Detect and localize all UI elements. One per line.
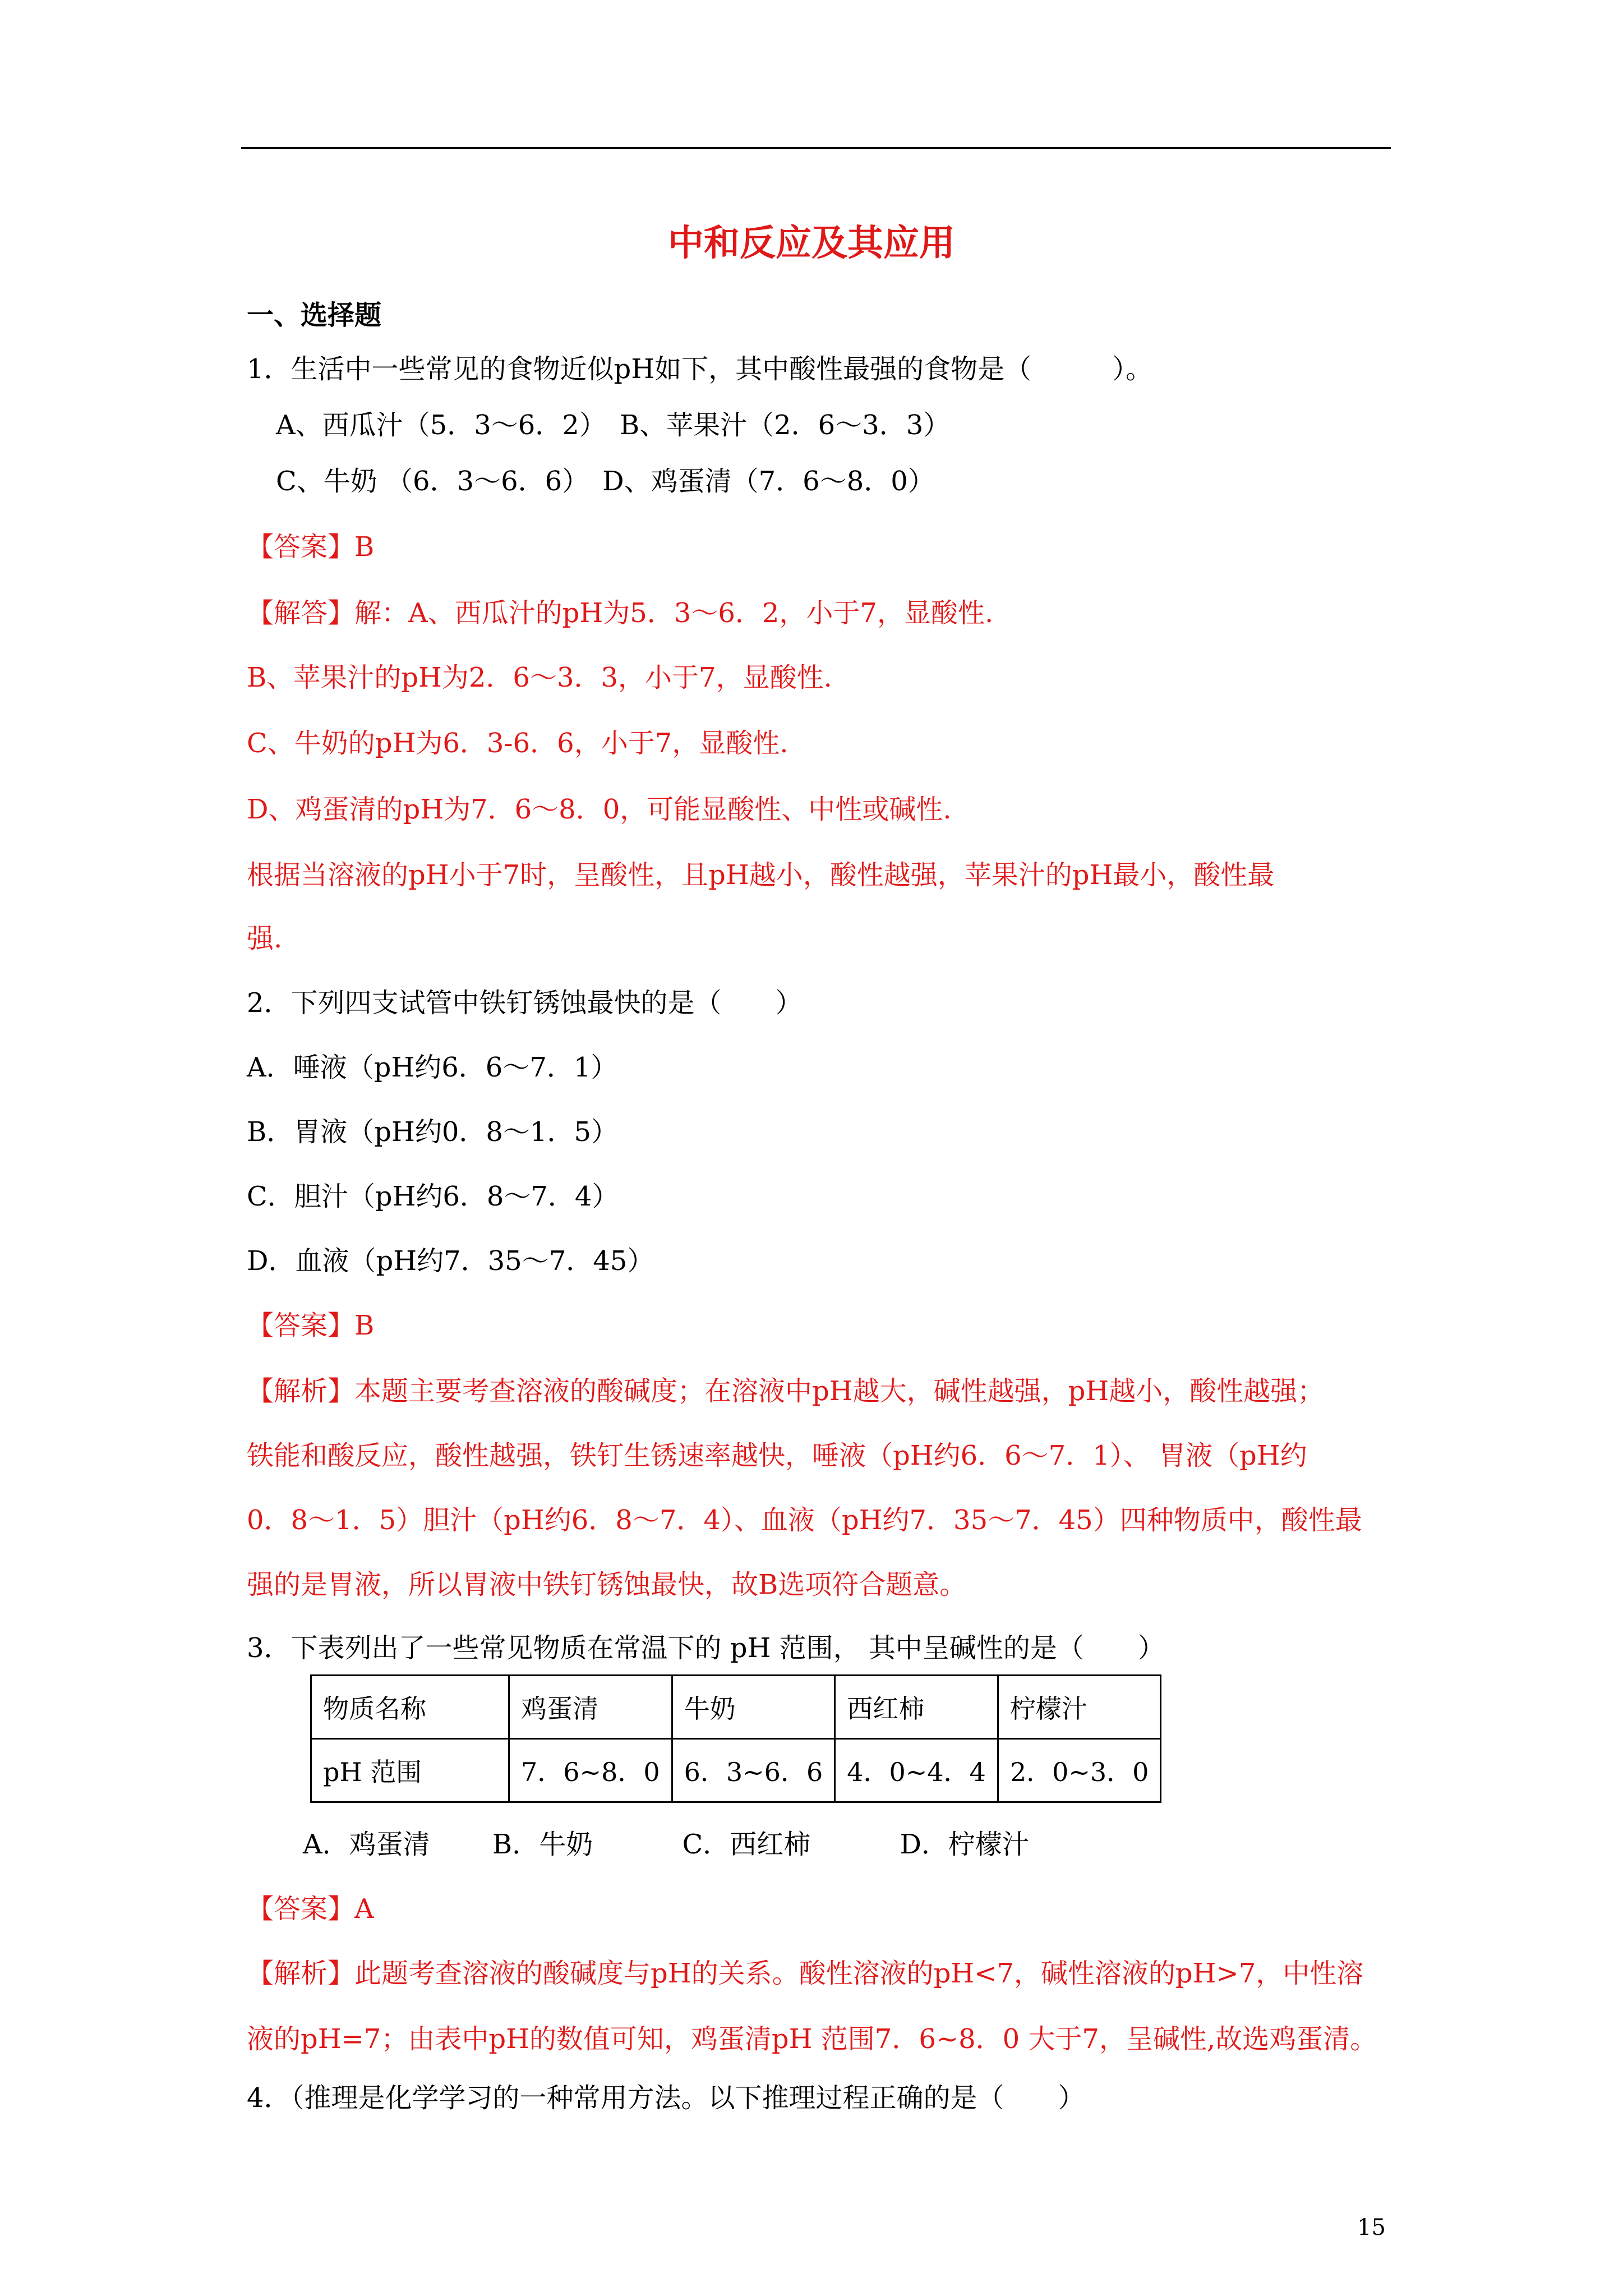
q1-analysis-line: 【解答】解：A、西瓜汁的pH为5．3～6．2，小于7，显酸性. <box>247 597 994 629</box>
table-cell: 牛奶 <box>672 1676 835 1739</box>
table-cell: 7．6~8．0 <box>509 1739 672 1802</box>
q2-analysis-line: 【解析】本题主要考查溶液的酸碱度；在溶液中pH越大，碱性越强，pH越小，酸性越强； <box>247 1375 1325 1407</box>
q1-options-ab: A、西瓜汁（5．3～6．2） B、苹果汁（2．6～3．3） <box>276 409 951 441</box>
header-rule <box>241 147 1391 149</box>
table-cell: 西红柿 <box>835 1676 998 1739</box>
section-heading: 一、选择题 <box>247 300 382 331</box>
q3-stem: 3．下表列出了一些常见物质在常温下的 pH 范围， 其中呈碱性的是（ ） <box>247 1632 1165 1664</box>
q2-answer: 【答案】B <box>247 1310 375 1341</box>
q3-analysis-line: 【解析】此题考查溶液的酸碱度与pH的关系。酸性溶液的pH<7，碱性溶液的pH>7，中性溶 <box>247 1958 1364 1989</box>
ph-range-table <box>310 1674 1161 1803</box>
table-row <box>311 1739 1161 1802</box>
q3-options: A．鸡蛋清 B．牛奶 C．西红柿 D．柠檬汁 <box>303 1829 1029 1860</box>
q2-option: B．胃液（pH约0．8～1．5） <box>247 1116 619 1148</box>
q2-option: A．唾液（pH约6．6～7．1） <box>247 1052 618 1083</box>
q1-analysis-line: D、鸡蛋清的pH为7．6～8．0，可能显酸性、中性或碱性. <box>247 794 952 825</box>
q1-options-cd: C、牛奶 （6．3～6．6） D、鸡蛋清（7．6～8．0） <box>276 466 935 497</box>
q1-answer: 【答案】B <box>247 531 375 563</box>
q2-analysis-line: 铁能和酸反应，酸性越强，铁钉生锈速率越快，唾液（pH约6．6～7．1）、 胃液（pH约 <box>247 1440 1307 1471</box>
q3-analysis-line: 液的pH=7；由表中pH的数值可知，鸡蛋清pH 范围7．6~8．0 大于7，呈碱性,故选鸡蛋清。 <box>247 2023 1377 2055</box>
q2-option: D．血液（pH约7．35～7．45） <box>247 1245 654 1277</box>
q1-analysis-line: 根据当溶液的pH小于7时，呈酸性，且pH越小，酸性越强，苹果汁的pH最小，酸性最 <box>247 859 1275 891</box>
q2-option: C．胆汁（pH约6．8～7．4） <box>247 1181 619 1212</box>
table-cell: 2．0~3．0 <box>998 1739 1161 1802</box>
q1-stem: 1．生活中一些常见的食物近似pH如下，其中酸性最强的食物是（ ）。 <box>247 353 1153 385</box>
table-cell: 6．3~6．6 <box>672 1739 835 1802</box>
table-cell: 4．0~4．4 <box>835 1739 998 1802</box>
page-title: 中和反应及其应用 <box>668 222 955 264</box>
q2-stem: 2．下列四支试管中铁钉锈蚀最快的是（ ） <box>247 987 803 1019</box>
q1-analysis-line: B、苹果汁的pH为2．6～3．3，小于7，显酸性. <box>247 662 832 693</box>
q4-stem: 4．（推理是化学学习的一种常用方法。以下推理过程正确的是（ ） <box>247 2082 1085 2114</box>
q1-analysis-line: C、牛奶的pH为6．3-6．6，小于7，显酸性. <box>247 728 789 759</box>
table-header-row <box>311 1676 1161 1739</box>
q2-analysis-line: 强的是胃液，所以胃液中铁钉锈蚀最快，故B选项符合题意。 <box>247 1569 967 1600</box>
table-cell: 柠檬汁 <box>998 1676 1161 1739</box>
q3-answer: 【答案】A <box>247 1893 374 1925</box>
page-number: 15 <box>1357 2215 1386 2240</box>
table-cell: 鸡蛋清 <box>509 1676 672 1739</box>
table-cell: 物质名称 <box>311 1676 509 1739</box>
q1-analysis-line: 强. <box>247 923 283 954</box>
table-cell: pH 范围 <box>311 1739 509 1802</box>
q2-analysis-line: 0．8～1．5）胆汁（pH约6．8～7．4）、血液（pH约7．35～7．45）四种物质中，酸性最 <box>247 1504 1362 1536</box>
